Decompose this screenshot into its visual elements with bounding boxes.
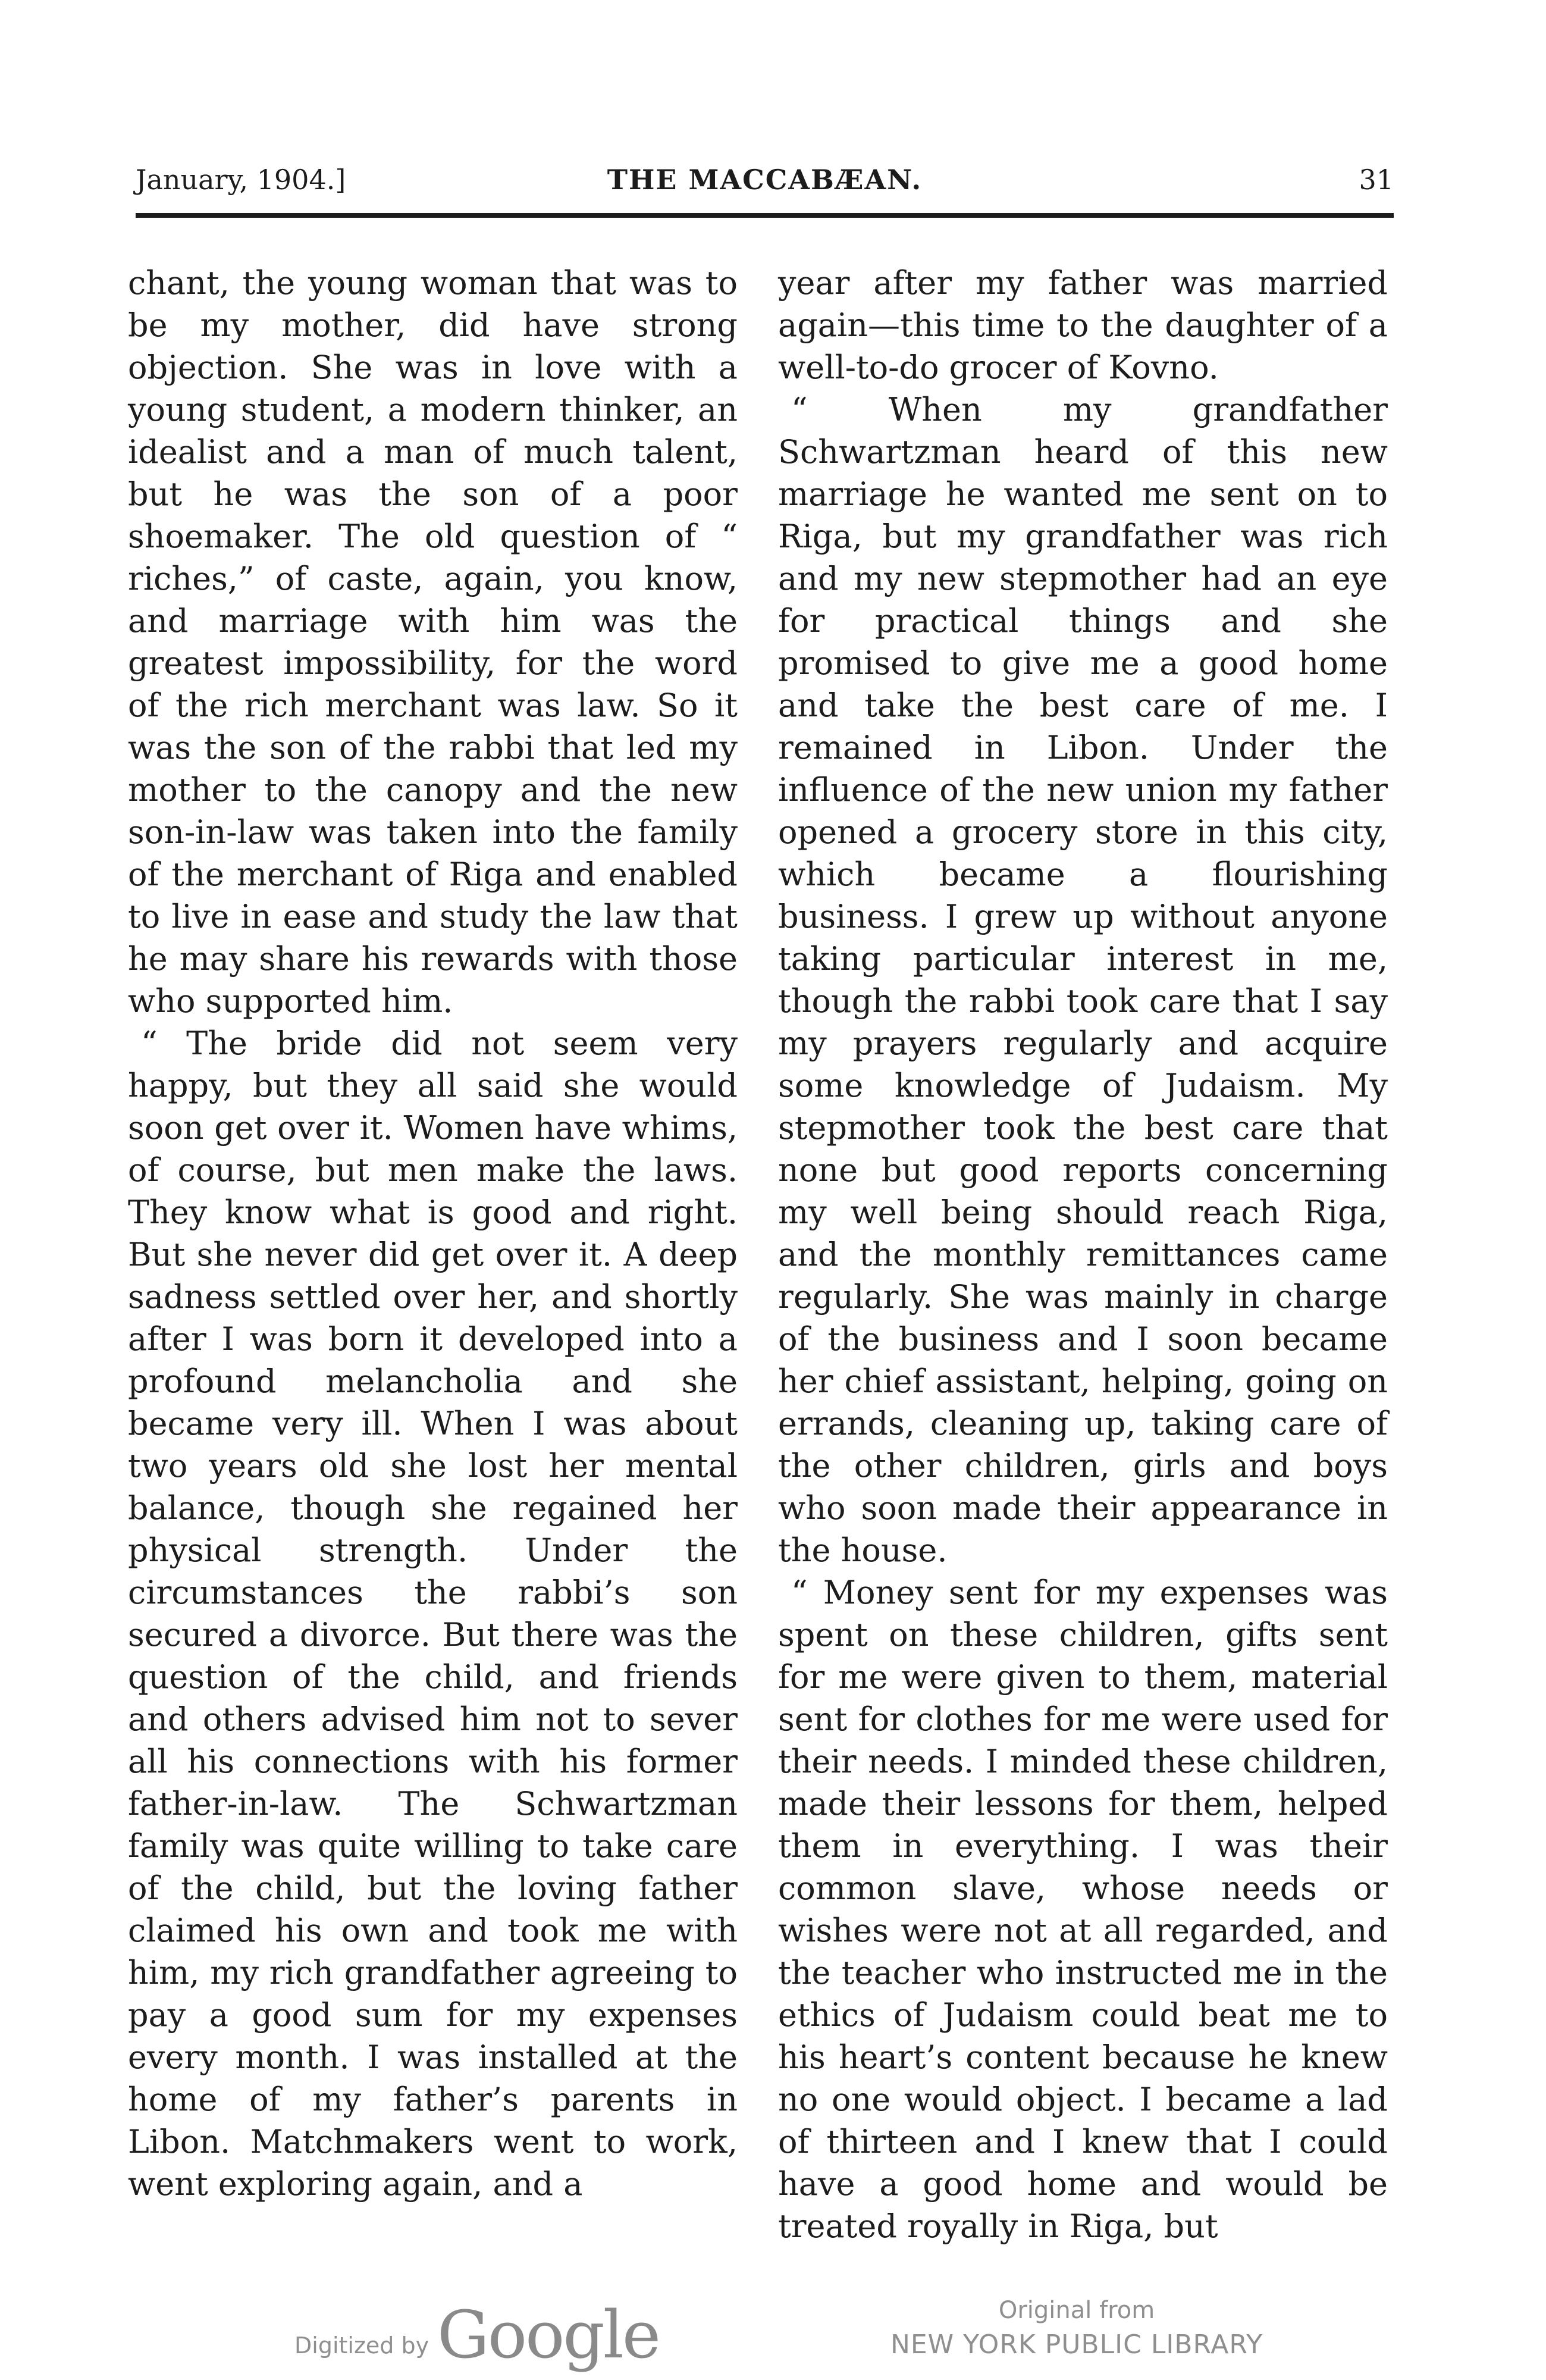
library-name: NEW YORK PUBLIC LIBRARY: [890, 2329, 1263, 2360]
right-column: [778, 262, 1388, 2245]
original-from-label: Original from: [998, 2297, 1155, 2324]
page-number: 31: [1359, 164, 1394, 196]
issue-date: January, 1904.]: [136, 164, 346, 196]
paragraph: “ Money sent for my expenses was spent on these children, gifts sent for me were given to them, material sent for clothes for me were used for their needs. I minded these children, made their lessons for them, helped them in everything. I was their common slave, whose needs or wishes were not at all regarded, and the teacher who instructed me in the ethics of Judaism could beat me to his heart’s content because he knew no one would object. I became a lad of thirteen and I knew that I could have a good home and would be treated royally in Riga, but: [778, 1574, 1388, 2245]
left-column: [128, 262, 738, 2202]
paragraph: chant, the young woman that was to be my mother, did have strong objection. She was in love with a young student, a modern thinker, an idealist and a man of much talent, but he was the son of a poor shoemaker. The old question of “ riches,” of caste, again, you know, and marriage with him was the greatest impossibility, for the word of the rich merchant was law. So it was the son of the rabbi that led my mother to the canopy and the new son-in-law was taken into the family of the merchant of Riga and enabled to live in ease and study the law that he may share his rewards with those who supported him.: [128, 264, 738, 1020]
paragraph: “ The bride did not seem very happy, but they all said she would soon get over it. Women have whims, of course, but men make the laws. They know what is good and right. But she never did get over it. A deep sadness settled over her, and shortly after I was born it developed into a profound melancholia and she became very ill. When I was about two years old she lost her mental balance, though she regained her physical strength. Under the circumstances the rabbi’s son secured a divorce. But there was the question of the child, and friends and others advised him not to sever all his connections with his former father-in-law. The Schwartzman family was quite willing to take care of the child, but the loving father claimed his own and took me with him, my rich grandfather agreeing to pay a good sum for my expenses every month. I was installed at the home of my father’s parents in Libon. Matchmakers went to work, went exploring again, and a: [128, 1025, 738, 2203]
digitized-by-label: Digitized by: [294, 2332, 429, 2359]
header-rule: [136, 213, 1394, 218]
paragraph: “ When my grandfather Schwartzman heard of this new marriage he wanted me sent on to Riga, but my grandfather was rich and my new stepmother had an eye for practical things and she promised to give me a good home and take the best care of me. I remained in Libon. Under the influence of the new union my father opened a grocery store in this city, which became a flourishing business. I grew up without anyone taking particular interest in me, though the rabbi took care that I say my prayers regularly and acquire some knowledge of Judaism. My stepmother took the best care that none but good reports concerning my well being should reach Riga, and the monthly remittances came regularly. She was mainly in charge of the business and I soon became her chief assistant, helping, going on errands, cleaning up, taking care of the other children, girls and boys who soon made their appearance in the house.: [778, 391, 1388, 1569]
page-header: [136, 154, 1394, 201]
google-logo: Google: [437, 2297, 660, 2373]
journal-title: THE MACCABÆAN.: [607, 164, 923, 196]
paragraph: year after my father was married again—this time to the daughter of a well-to-do grocer of Kovno.: [778, 264, 1388, 386]
page-footer: [0, 2291, 1546, 2374]
